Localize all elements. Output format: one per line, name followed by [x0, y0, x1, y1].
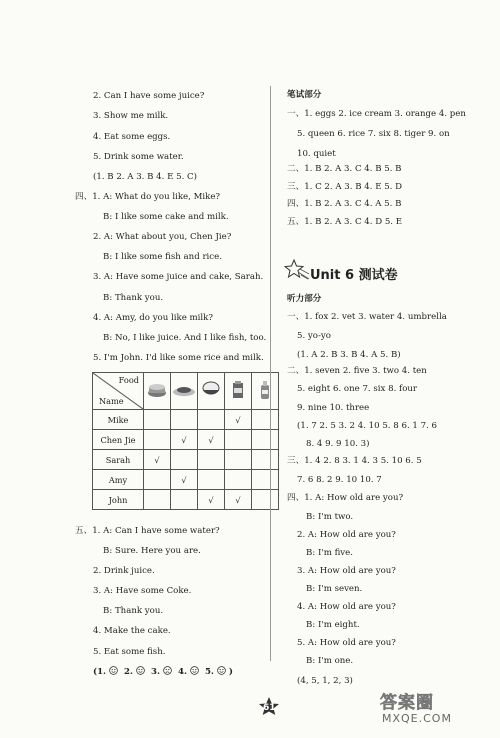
row-name: Amy — [93, 470, 144, 490]
row-name: Mike — [93, 410, 144, 430]
table-row — [93, 490, 279, 510]
answer-line: 3. A: Have some juice and cake, Sarah. — [93, 272, 264, 282]
answer-line: 5. eight 6. one 7. six 8. four — [297, 384, 418, 394]
name-header: Name — [99, 396, 124, 406]
check-cell — [198, 450, 225, 470]
answer-line: 2. Drink juice. — [93, 566, 155, 576]
answer-line: 2. A: What about you, Chen Jie? — [93, 232, 232, 242]
answer-line: 5. I'm John. I'd like some rice and milk. — [93, 353, 264, 363]
star-icon — [284, 258, 310, 280]
answer-line: 四、1. A: How old are you? — [287, 493, 404, 503]
answer-line: B: Thank you. — [103, 293, 164, 303]
answer-line: 5. A: How old are you? — [297, 638, 396, 648]
row-name: Sarah — [93, 450, 144, 470]
answer-line: (1. 7 2. 5 3. 2 4. 10 5. 8 6. 1 7. 6 — [297, 421, 438, 431]
check-cell — [171, 490, 198, 510]
answer-line: 5. queen 6. rice 7. six 8. tiger 9. on — [297, 129, 450, 139]
answer-line: (1. B 2. A 3. B 4. E 5. C) — [93, 172, 197, 182]
check-cell — [252, 430, 279, 450]
check-cell — [252, 450, 279, 470]
check-cell: √ — [171, 430, 198, 450]
check-cell: √ — [198, 490, 225, 510]
table-row — [93, 450, 279, 470]
smiley-icon — [136, 666, 145, 675]
section-heading-listening: 听力部分 — [287, 294, 322, 304]
answer-line: B: Thank you. — [103, 606, 164, 616]
answer-line: 8. 4 9. 9 10. 3) — [306, 439, 370, 449]
check-cell — [225, 470, 252, 490]
answer-line: 4. Eat some eggs. — [93, 132, 171, 142]
page-number: 61 — [263, 703, 276, 713]
answer-line: B: I'm one. — [306, 656, 354, 666]
check-cell — [252, 410, 279, 430]
table-row — [93, 430, 279, 450]
food-header: Food — [118, 375, 139, 385]
answer-line: 3. Show me milk. — [93, 111, 169, 121]
answer-line: 3. A: Have some Coke. — [93, 586, 192, 596]
check-cell — [225, 450, 252, 470]
table-row — [93, 470, 279, 490]
answer-line: B: I'm five. — [306, 548, 353, 558]
row-name: Chen Jie — [93, 430, 144, 450]
check-cell — [144, 430, 171, 450]
smiley-icon — [217, 666, 226, 675]
answer-line: 4. A: Amy, do you like milk? — [93, 313, 213, 323]
answer-line: 五、1. B 2. A 3. C 4. D 5. E — [287, 217, 403, 227]
milk-bottle-image — [252, 373, 279, 410]
table-corner — [93, 373, 144, 410]
answer-line: 一、1. fox 2. vet 3. water 4. umbrella — [287, 312, 447, 322]
answer-line: 2. Can I have some juice? — [93, 91, 205, 101]
answer-line: 3. A: How old are you? — [297, 566, 396, 576]
rice-bowl-image — [198, 373, 225, 410]
check-cell — [171, 410, 198, 430]
answer-line: 5. Eat some fish. — [93, 647, 166, 657]
check-cell — [198, 470, 225, 490]
answer-line: 4. A: How old are you? — [297, 602, 396, 612]
check-cell: √ — [198, 430, 225, 450]
answer-line: 五、1. A: Can I have some water? — [75, 526, 220, 536]
smiley-icon — [190, 666, 199, 675]
answer-line: 9. nine 10. three — [297, 403, 370, 413]
section-heading-written: 笔试部分 — [287, 90, 322, 100]
answer-line: B: No, I like juice. And I like fish, too. — [103, 333, 267, 343]
table-row — [93, 410, 279, 430]
check-cell — [144, 410, 171, 430]
answer-line: 三、1. 4 2. 8 3. 1 4. 3 5. 10 6. 5 — [287, 456, 422, 466]
answer-line: (1. A 2. B 3. B 4. A 5. B) — [297, 350, 401, 360]
check-cell — [171, 450, 198, 470]
answer-line: 二、1. B 2. A 3. C 4. B 5. B — [287, 164, 402, 174]
watermark-logo — [378, 690, 488, 733]
check-cell: √ — [171, 470, 198, 490]
answer-line: 2. A: How old are you? — [297, 530, 396, 540]
juice-image — [225, 373, 252, 410]
answer-line: 4. Make the cake. — [93, 626, 171, 636]
answer-line: 三、1. C 2. A 3. B 4. E 5. D — [287, 182, 403, 192]
check-cell — [144, 490, 171, 510]
answer-line: 5. Drink some water. — [93, 152, 184, 162]
fish-dish-image — [171, 373, 198, 410]
unit-title: Unit 6 测试卷 — [310, 268, 398, 283]
svg-text:答案圈: 答案圈 — [380, 693, 434, 713]
answer-line: B: Sure. Here you are. — [103, 546, 201, 556]
answer-line: 5. yo-yo — [297, 331, 331, 341]
watermark-text: MXQE.COM — [382, 712, 452, 725]
answer-line: 10. quiet — [297, 149, 336, 159]
smiley-icon — [109, 666, 118, 675]
answer-line: (4, 5, 1, 2, 3) — [297, 676, 353, 686]
answer-line: B: I like some fish and rice. — [103, 252, 222, 262]
answer-line: 一、1. eggs 2. ice cream 3. orange 4. pen — [287, 109, 466, 119]
answer-line: 四、1. A: What do you like, Mike? — [75, 192, 221, 202]
check-cell — [144, 470, 171, 490]
answer-line: 7. 6 8. 2 9. 10 10. 7 — [297, 475, 382, 485]
smiley-answer-row: (1. 2. 3. 4. 5. ) — [93, 667, 233, 677]
cake-image — [144, 373, 171, 410]
check-cell — [252, 470, 279, 490]
check-cell: √ — [225, 490, 252, 510]
answer-line: 二、1. seven 2. five 3. two 4. ten — [287, 366, 427, 376]
check-cell: √ — [225, 410, 252, 430]
check-cell: √ — [144, 450, 171, 470]
frown-icon — [163, 666, 172, 675]
answer-line: B: I like some cake and milk. — [103, 212, 229, 222]
check-cell — [225, 430, 252, 450]
answer-line: B: I'm seven. — [306, 584, 363, 594]
food-likes-table — [92, 372, 279, 510]
answer-line: B: I'm eight. — [306, 620, 360, 630]
check-cell — [198, 410, 225, 430]
column-divider — [270, 86, 271, 661]
answer-line: 四、1. B 2. A 3. C 4. A 5. B — [287, 199, 402, 209]
answer-line: B: I'm two. — [306, 512, 354, 522]
check-cell — [252, 490, 279, 510]
row-name: John — [93, 490, 144, 510]
